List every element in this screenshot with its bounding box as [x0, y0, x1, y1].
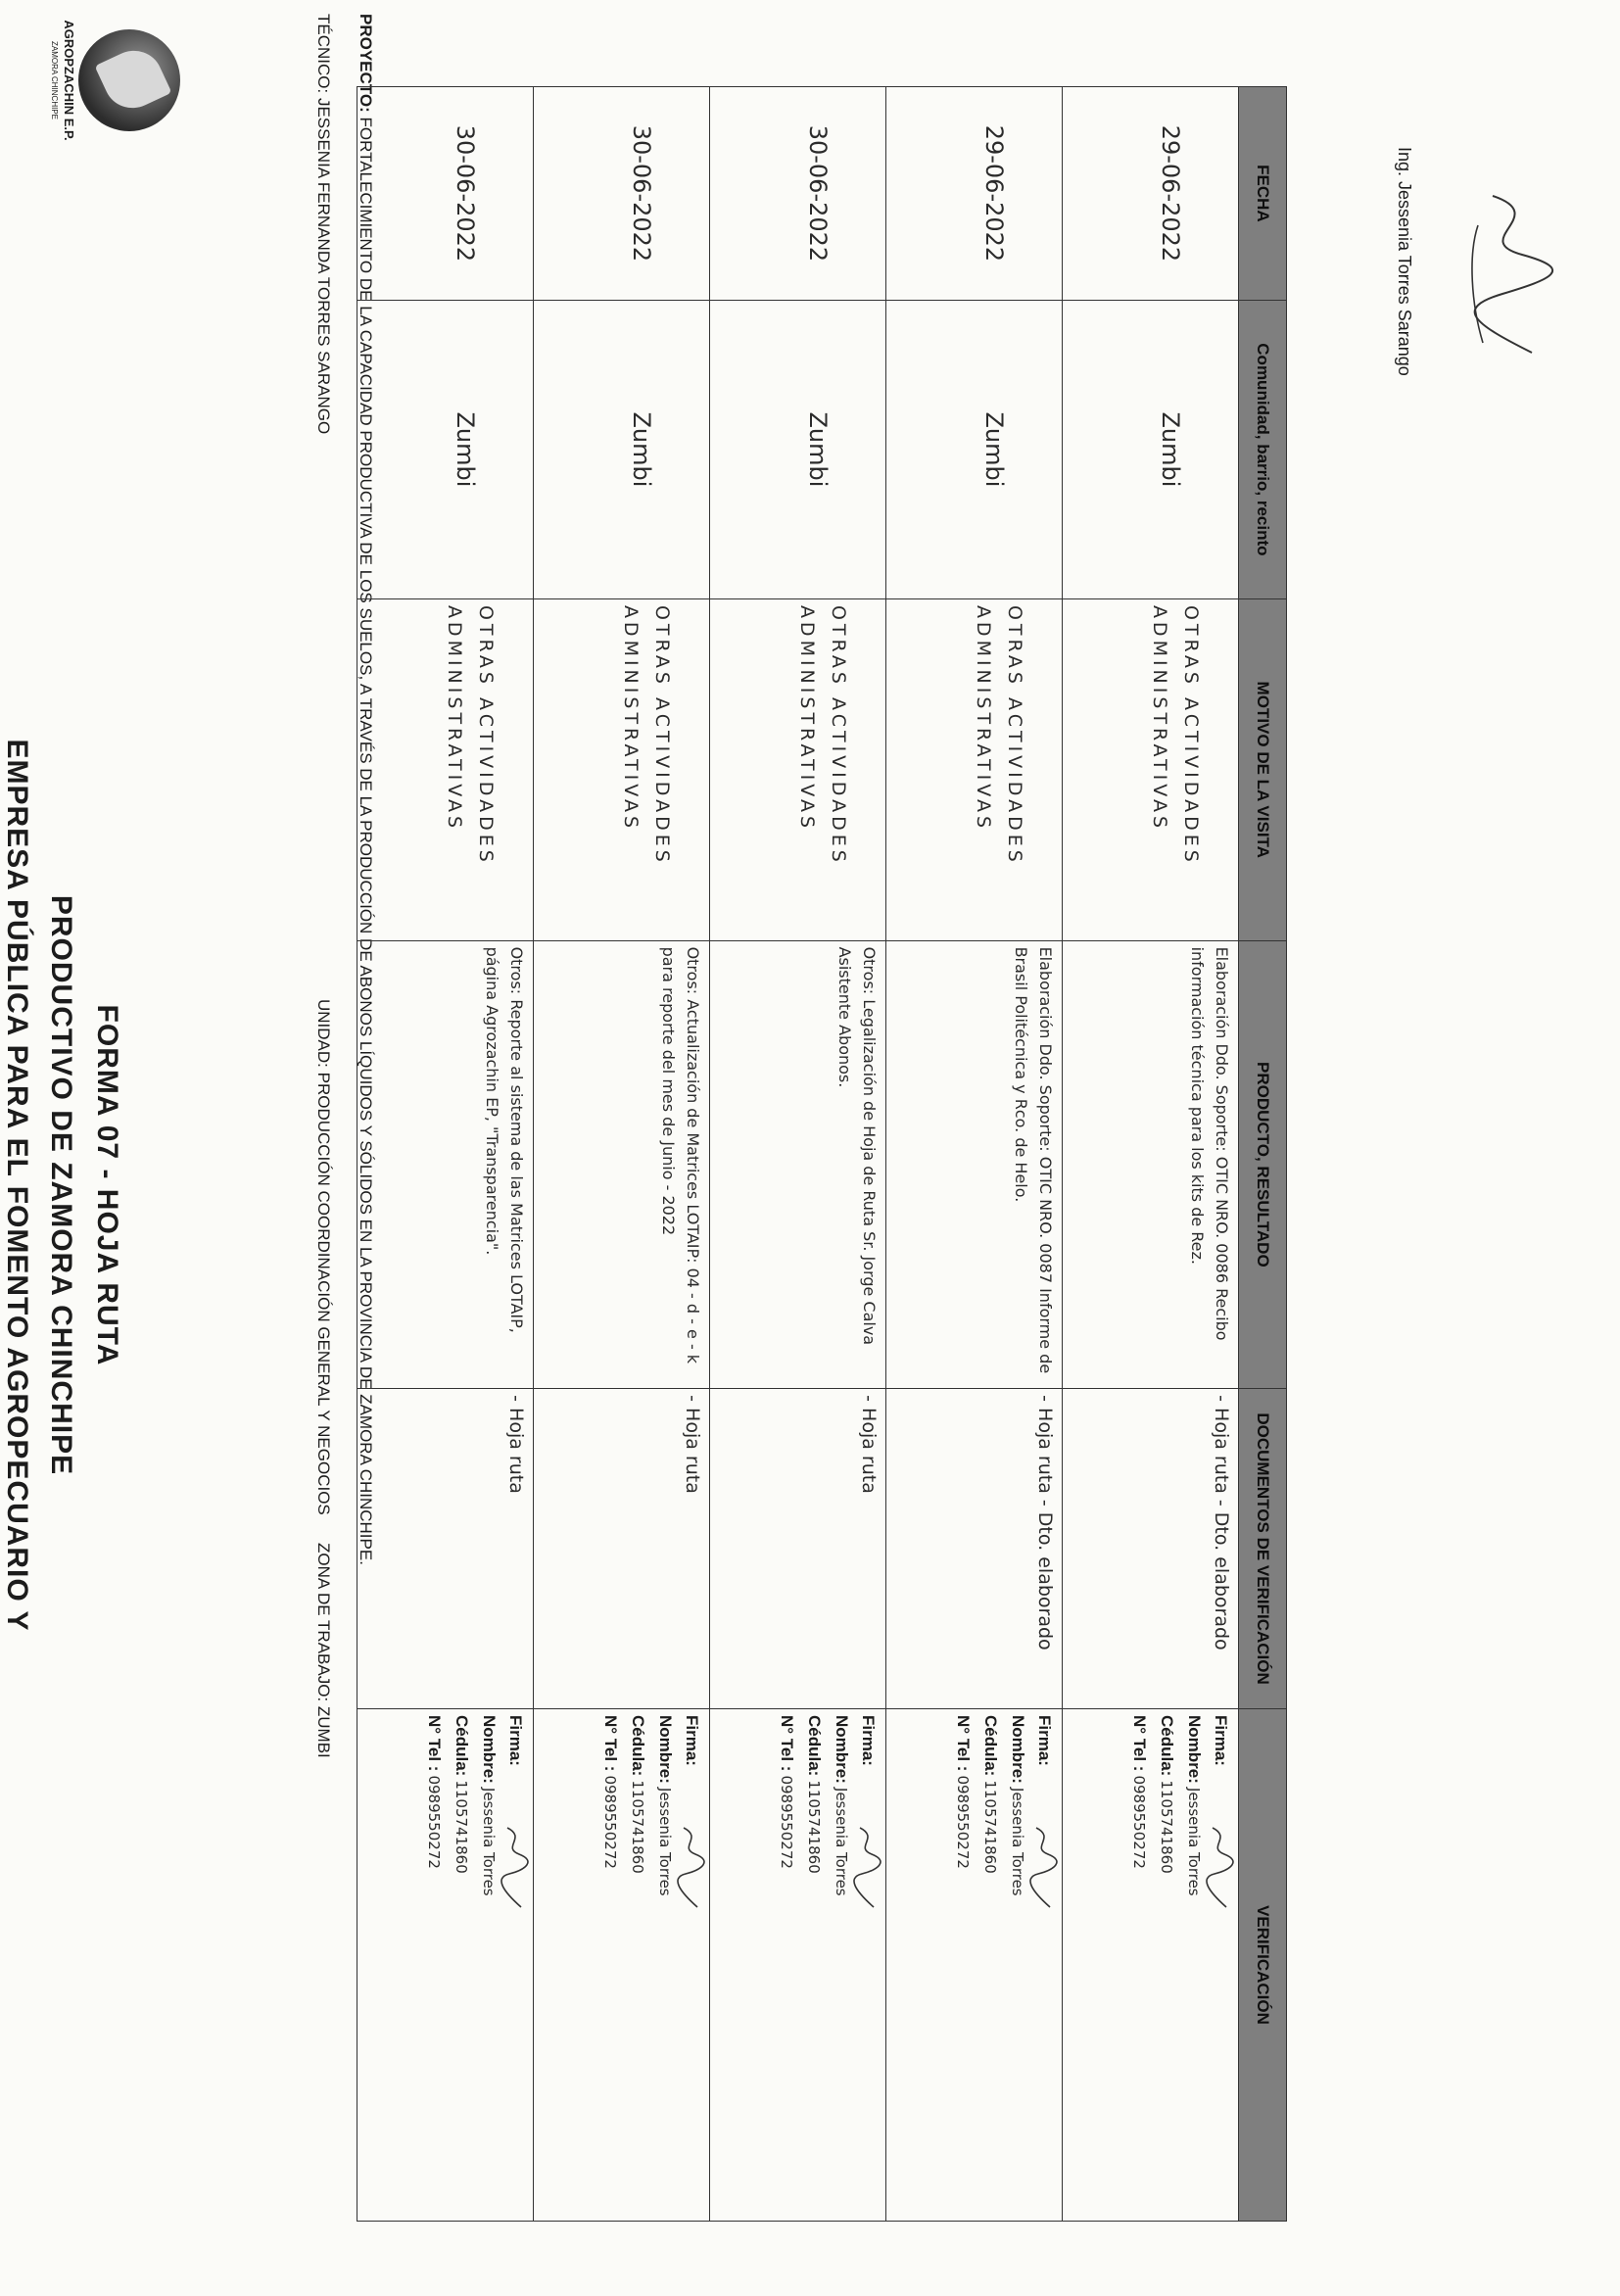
date-value: 30-06-2022	[804, 124, 832, 263]
motive-value: OTRAS ACTIVIDADES ADMINISTRATIVAS	[796, 604, 849, 866]
verification-block	[773, 1715, 881, 2215]
column-header: FECHA	[1239, 87, 1287, 301]
product-value: Otros: Legalización de Hoja de Ruta Sr. Jorge Calva Asistente Abonos.	[835, 946, 879, 1346]
motive-value: OTRAS ACTIVIDADES ADMINISTRATIVAS	[620, 604, 673, 866]
community-cell	[886, 300, 1063, 598]
documents-value: - Hoja ruta - Dto. elaborado	[1211, 1395, 1232, 1650]
id-label: Cédula:	[805, 1714, 824, 1777]
name-label: Nombre:	[833, 1714, 851, 1784]
phone-value: 0989550272	[425, 1775, 443, 1869]
handwritten-signature	[1205, 1823, 1234, 1911]
project-label: PROYECTO:	[357, 14, 375, 113]
community-value: Zumbi	[1157, 411, 1184, 488]
date-cell	[357, 87, 534, 301]
name-line	[651, 1715, 679, 2215]
signature-label: Firma:	[683, 1714, 701, 1766]
unit: UNIDAD: PRODUCCIÓN COORDINACIÓN GENERAL Y NEGOCIOS	[314, 999, 333, 1515]
documents-value: - Hoja ruta - Dto. elaborado	[1034, 1395, 1056, 1650]
id-line	[448, 1715, 475, 2215]
signer-name: Ing. Jessenia Torres Sarango	[1395, 147, 1414, 376]
project-text: FORTALECIMIENTO DE LA CAPACIDAD PRODUCTIVA DE LOS SUELOS, A TRAVÉS DE LA PRODUCCIÓN DE ABONOS LÍQUIDOS Y SÓLIDOS EN LA PROVINCIA DE ZAMORA CHINCHIPE.	[357, 117, 375, 1565]
phone-line	[1125, 1715, 1153, 2215]
column-header: MOTIVO DE LA VISITA	[1239, 598, 1287, 940]
work-zone: ZONA DE TRABAJO: ZUMBI	[314, 1543, 333, 1758]
agrozachin-logo	[33, 12, 180, 149]
product-value: Otros: Reporte al sistema de las Matrices LOTAIP, página Agrozachin EP, "Transparencia".	[483, 946, 526, 1333]
handwritten-signature	[852, 1823, 881, 1911]
title-line-1: EMPRESA PÚBLICA PARA EL FOMENTO AGROPECUARIO Y	[1, 739, 33, 1632]
phone-value: 0989550272	[778, 1775, 795, 1869]
date-value: 30-06-2022	[452, 124, 479, 263]
phone-value: 0989550272	[601, 1775, 619, 1869]
community-value: Zumbi	[804, 411, 832, 488]
community-cell	[534, 300, 710, 598]
column-header: VERIFICACIÓN	[1239, 1708, 1287, 2221]
form-title: FORMA 07 - HOJA RUTA	[91, 1004, 123, 1366]
product-value: Otros: Actualización de Matrices LOTAIP: 04 - d - e - k para reporte del mes de Junio - 2022	[659, 946, 702, 1364]
motive-cell	[886, 598, 1063, 940]
table-row	[357, 87, 534, 2222]
handwritten-signature	[1453, 186, 1561, 362]
date-value: 29-06-2022	[1157, 124, 1184, 263]
phone-value: 0989550272	[954, 1775, 972, 1869]
date-cell	[710, 87, 886, 301]
id-label: Cédula:	[1158, 1714, 1176, 1777]
name-line	[828, 1715, 855, 2215]
table-header-row	[1239, 87, 1287, 2222]
id-line	[1153, 1715, 1180, 2215]
motive-value: OTRAS ACTIVIDADES ADMINISTRATIVAS	[1149, 604, 1202, 866]
name-label: Nombre:	[1009, 1714, 1027, 1784]
motive-cell	[1063, 598, 1239, 940]
community-value: Zumbi	[980, 411, 1008, 488]
logo-name: AGROPZACHIN E.P.	[62, 20, 76, 141]
phone-line	[420, 1715, 448, 2215]
column-header: PRODUCTO, RESULTADO	[1239, 940, 1287, 1389]
product-cell	[1063, 940, 1239, 1389]
id-label: Cédula:	[629, 1714, 647, 1777]
name-value: Jessenia Torres	[833, 1787, 850, 1896]
signature-line	[502, 1715, 529, 2215]
signature-label: Firma:	[859, 1714, 878, 1766]
documents-cell	[534, 1389, 710, 1709]
documents-cell	[710, 1389, 886, 1709]
id-value: 1105741860	[1158, 1780, 1175, 1874]
community-cell	[1063, 300, 1239, 598]
bottom-signature	[1336, 147, 1581, 441]
column-header: Comunidad, barrio, recinto	[1239, 300, 1287, 598]
title-line-2: PRODUCTIVO DE ZAMORA CHINCHIPE	[45, 894, 77, 1476]
phone-value: 0989550272	[1130, 1775, 1148, 1869]
date-value: 29-06-2022	[980, 124, 1008, 263]
documents-cell	[1063, 1389, 1239, 1709]
id-line	[977, 1715, 1004, 2215]
phone-line	[949, 1715, 977, 2215]
name-label: Nombre:	[1185, 1714, 1204, 1784]
date-cell	[1063, 87, 1239, 301]
signature-label: Firma:	[506, 1714, 525, 1766]
phone-label: N° Tel :	[601, 1714, 620, 1772]
motive-cell	[534, 598, 710, 940]
table-row	[886, 87, 1063, 2222]
name-label: Nombre:	[480, 1714, 499, 1784]
documents-cell	[886, 1389, 1063, 1709]
date-value: 30-06-2022	[628, 124, 655, 263]
verification-block	[949, 1715, 1058, 2215]
name-line	[1180, 1715, 1208, 2215]
date-cell	[534, 87, 710, 301]
verification-cell	[1063, 1708, 1239, 2221]
verification-cell	[357, 1708, 534, 2221]
name-value: Jessenia Torres	[656, 1787, 674, 1896]
id-value: 1105741860	[805, 1780, 823, 1874]
documents-value: - Hoja ruta	[682, 1395, 703, 1494]
phone-label: N° Tel :	[1130, 1714, 1149, 1772]
signature-label: Firma:	[1212, 1714, 1230, 1766]
route-table	[357, 86, 1287, 2222]
handwritten-signature	[1028, 1823, 1058, 1911]
verification-block	[420, 1715, 529, 2215]
column-header: DOCUMENTOS DE VERIFICACIÓN	[1239, 1389, 1287, 1709]
name-value: Jessenia Torres	[1009, 1787, 1026, 1896]
documents-cell	[357, 1389, 534, 1709]
motive-cell	[710, 598, 886, 940]
handwritten-signature	[500, 1823, 529, 1911]
documents-value: - Hoja ruta	[505, 1395, 527, 1494]
motive-cell	[357, 598, 534, 940]
signature-label: Firma:	[1035, 1714, 1054, 1766]
technician: TÉCNICO: JESSENIA FERNANDA TORRES SARANGO	[314, 14, 333, 435]
phone-label: N° Tel :	[425, 1714, 444, 1772]
verification-cell	[534, 1708, 710, 2221]
community-cell	[357, 300, 534, 598]
product-cell	[710, 940, 886, 1389]
id-line	[800, 1715, 828, 2215]
product-value: Elaboración Ddo. Soporte: OTIC NRO. 0086 Recibo información técnica para los kits de Rez.	[1188, 946, 1231, 1341]
signature-line	[679, 1715, 705, 2215]
product-cell	[534, 940, 710, 1389]
signature-line	[1031, 1715, 1058, 2215]
verification-cell	[886, 1708, 1063, 2221]
community-value: Zumbi	[628, 411, 655, 488]
table-row	[710, 87, 886, 2222]
id-value: 1105741860	[629, 1780, 646, 1874]
motive-value: OTRAS ACTIVIDADES ADMINISTRATIVAS	[973, 604, 1025, 866]
id-value: 1105741860	[981, 1780, 999, 1874]
table-row	[1063, 87, 1239, 2222]
id-value: 1105741860	[453, 1780, 470, 1874]
verification-cell	[710, 1708, 886, 2221]
name-line	[1004, 1715, 1031, 2215]
product-cell	[357, 940, 534, 1389]
product-cell	[886, 940, 1063, 1389]
signature-line	[1208, 1715, 1234, 2215]
name-label: Nombre:	[656, 1714, 675, 1784]
verification-block	[596, 1715, 705, 2215]
phone-line	[773, 1715, 800, 2215]
name-line	[475, 1715, 502, 2215]
phone-line	[596, 1715, 624, 2215]
product-value: Elaboración Ddo. Soporte: OTIC NRO. 0087 Informe de Brasil Politécnica y Rco. de Helo.	[1012, 946, 1055, 1374]
logo-subtitle: ZAMORA CHINCHIPE	[50, 40, 59, 120]
id-line	[624, 1715, 651, 2215]
name-value: Jessenia Torres	[1185, 1787, 1203, 1896]
community-cell	[710, 300, 886, 598]
phone-label: N° Tel :	[954, 1714, 973, 1772]
table-row	[534, 87, 710, 2222]
id-label: Cédula:	[453, 1714, 471, 1777]
signature-line	[855, 1715, 881, 2215]
id-label: Cédula:	[981, 1714, 1000, 1777]
motive-value: OTRAS ACTIVIDADES ADMINISTRATIVAS	[444, 604, 497, 866]
community-value: Zumbi	[452, 411, 479, 488]
verification-block	[1125, 1715, 1234, 2215]
phone-label: N° Tel :	[778, 1714, 796, 1772]
date-cell	[886, 87, 1063, 301]
name-value: Jessenia Torres	[480, 1787, 498, 1896]
documents-value: - Hoja ruta	[858, 1395, 880, 1494]
handwritten-signature	[676, 1823, 705, 1911]
